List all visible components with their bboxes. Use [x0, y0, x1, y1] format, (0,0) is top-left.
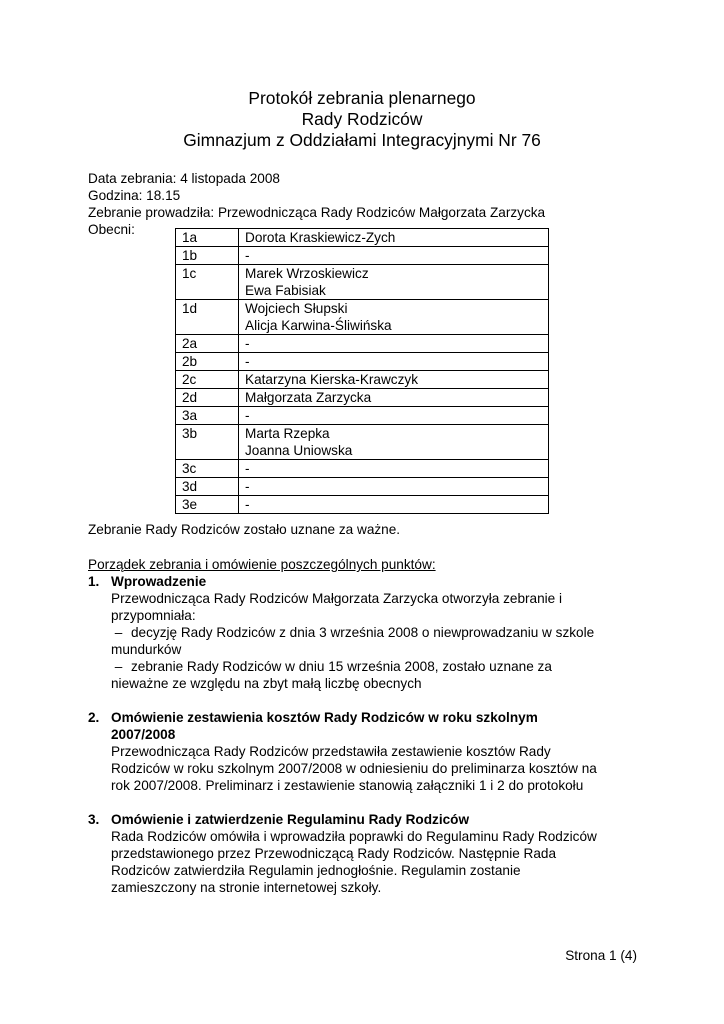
table-row: [176, 478, 549, 496]
parent-name: Dorota Kraskiewicz-Zych: [245, 230, 396, 245]
class-cell: 3a: [176, 407, 239, 425]
parent-name: Joanna Uniowska: [245, 443, 353, 458]
class-cell: 3e: [176, 496, 239, 514]
class-cell: 1d: [176, 300, 239, 335]
agenda-text-line: Rodziców w roku szkolnym 2007/2008 w odniesieniu do preliminarza kosztów na: [111, 761, 597, 776]
agenda: [88, 556, 648, 896]
table-row: [176, 300, 549, 335]
present-label: Obecni:: [88, 222, 135, 237]
agenda-text-line: zamieszczony na stronie internetowej szkoły.: [111, 880, 382, 895]
names-cell: [239, 353, 549, 371]
agenda-text-line: Rodziców zatwierdziła Regulamin jednogłośnie. Regulamin zostanie: [111, 863, 521, 878]
agenda-heading: Porządek zebrania i omówienie poszczególnych punktów:: [88, 557, 436, 572]
class-cell: 3b: [176, 425, 239, 460]
parent-name: Marek Wrzoskiewicz: [245, 266, 369, 281]
document-title: [0, 88, 724, 151]
agenda-item-title: Omówienie i zatwierdzenie Regulaminu Rady Rodziców: [111, 812, 470, 827]
parent-name: -: [245, 479, 250, 494]
parent-name: Marta Rzepka: [245, 426, 330, 441]
parent-name: -: [245, 354, 250, 369]
names-cell: [239, 389, 549, 407]
names-cell: [239, 247, 549, 265]
parent-name: Alicja Karwina-Śliwińska: [245, 318, 392, 333]
title-line-2: Rady Rodziców: [301, 109, 423, 129]
names-cell: [239, 460, 549, 478]
table-row: [176, 265, 549, 300]
class-cell: 3c: [176, 460, 239, 478]
names-cell: [239, 478, 549, 496]
parent-name: -: [245, 408, 250, 423]
agenda-item-number: 3.: [88, 812, 100, 827]
table-row: [176, 389, 549, 407]
meeting-time: Godzina: 18.15: [88, 188, 181, 203]
agenda-item-2: [88, 709, 648, 794]
parent-name: -: [245, 497, 250, 512]
table-row: [176, 247, 549, 265]
names-cell: [239, 496, 549, 514]
agenda-text-line: Przewodnicząca Rady Rodziców Małgorzata Zarzycka otworzyła zebranie i: [111, 591, 563, 606]
dash-marker: –: [111, 659, 123, 674]
agenda-item-title: Omówienie zestawienia kosztów Rady Rodziców w roku szkolnym: [111, 710, 538, 725]
parent-name: -: [245, 461, 250, 476]
agenda-text-line: Przewodnicząca Rady Rodziców przedstawiła zestawienie kosztów Rady: [111, 744, 551, 759]
agenda-item-3: [88, 811, 648, 896]
agenda-text-line: Rada Rodziców omówiła i wprowadziła poprawki do Regulaminu Rady Rodziców: [111, 829, 597, 844]
parent-name: Wojciech Słupski: [245, 301, 348, 316]
names-cell: [239, 335, 549, 353]
class-cell: 3d: [176, 478, 239, 496]
names-cell: [239, 265, 549, 300]
meeting-chair: Zebranie prowadziła: Przewodnicząca Rady Rodziców Małgorzata Zarzycka: [88, 205, 546, 220]
table-row: [176, 353, 549, 371]
names-cell: [239, 425, 549, 460]
dash-item: [111, 624, 648, 641]
dash-text-cont: nieważne ze względu na zbyt małą liczbę obecnych: [111, 676, 422, 691]
table-row: [176, 335, 549, 353]
dash-text-cont: mundurków: [111, 642, 182, 657]
names-cell: [239, 300, 549, 335]
agenda-text-line: przypomniała:: [111, 608, 196, 623]
dash-text: zebranie Rady Rodziców w dniu 15 września 2008, zostało uznane za: [131, 659, 552, 674]
agenda-item-number: 2.: [88, 710, 100, 725]
agenda-text-line: rok 2007/2008. Preliminarz i zestawienie stanowią załączniki 1 i 2 do protokołu: [111, 778, 584, 793]
meeting-date: Data zebrania: 4 listopada 2008: [88, 171, 280, 186]
parent-name: -: [245, 336, 250, 351]
class-cell: 1b: [176, 247, 239, 265]
class-cell: 2b: [176, 353, 239, 371]
class-cell: 2d: [176, 389, 239, 407]
validity-statement: Zebranie Rady Rodziców zostało uznane za ważne.: [88, 522, 401, 537]
class-cell: 1a: [176, 229, 239, 247]
agenda-item-number: 1.: [88, 574, 100, 589]
agenda-item-title-cont: 2007/2008: [111, 727, 176, 742]
parent-name: Małgorzata Zarzycka: [245, 390, 372, 405]
table-row: [176, 425, 549, 460]
table-row: [176, 407, 549, 425]
agenda-item-1: [88, 573, 648, 692]
class-cell: 1c: [176, 265, 239, 300]
class-cell: 2a: [176, 335, 239, 353]
dash-text: decyzję Rady Rodziców z dnia 3 września 2008 o niewprowadzaniu w szkole: [131, 625, 595, 640]
title-line-1: Protokół zebrania plenarnego: [248, 88, 476, 108]
table-row: [176, 460, 549, 478]
dash-item: [111, 658, 648, 675]
parent-name: -: [245, 248, 250, 263]
attendance-table: [175, 228, 549, 514]
parent-name: Ewa Fabisiak: [245, 283, 326, 298]
names-cell: [239, 229, 549, 247]
table-row: [176, 496, 549, 514]
names-cell: [239, 407, 549, 425]
names-cell: [239, 371, 549, 389]
table-row: [176, 229, 549, 247]
page-number: Strona 1 (4): [565, 948, 637, 963]
title-line-3: Gimnazjum z Oddziałami Integracyjnymi Nr 76: [183, 130, 541, 150]
agenda-item-title: Wprowadzenie: [111, 574, 207, 589]
dash-marker: –: [111, 625, 123, 640]
parent-name: Katarzyna Kierska-Krawczyk: [245, 372, 418, 387]
class-cell: 2c: [176, 371, 239, 389]
table-row: [176, 371, 549, 389]
agenda-text-line: przedstawionego przez Przewodniczącą Rady Rodziców. Następnie Rada: [111, 846, 557, 861]
